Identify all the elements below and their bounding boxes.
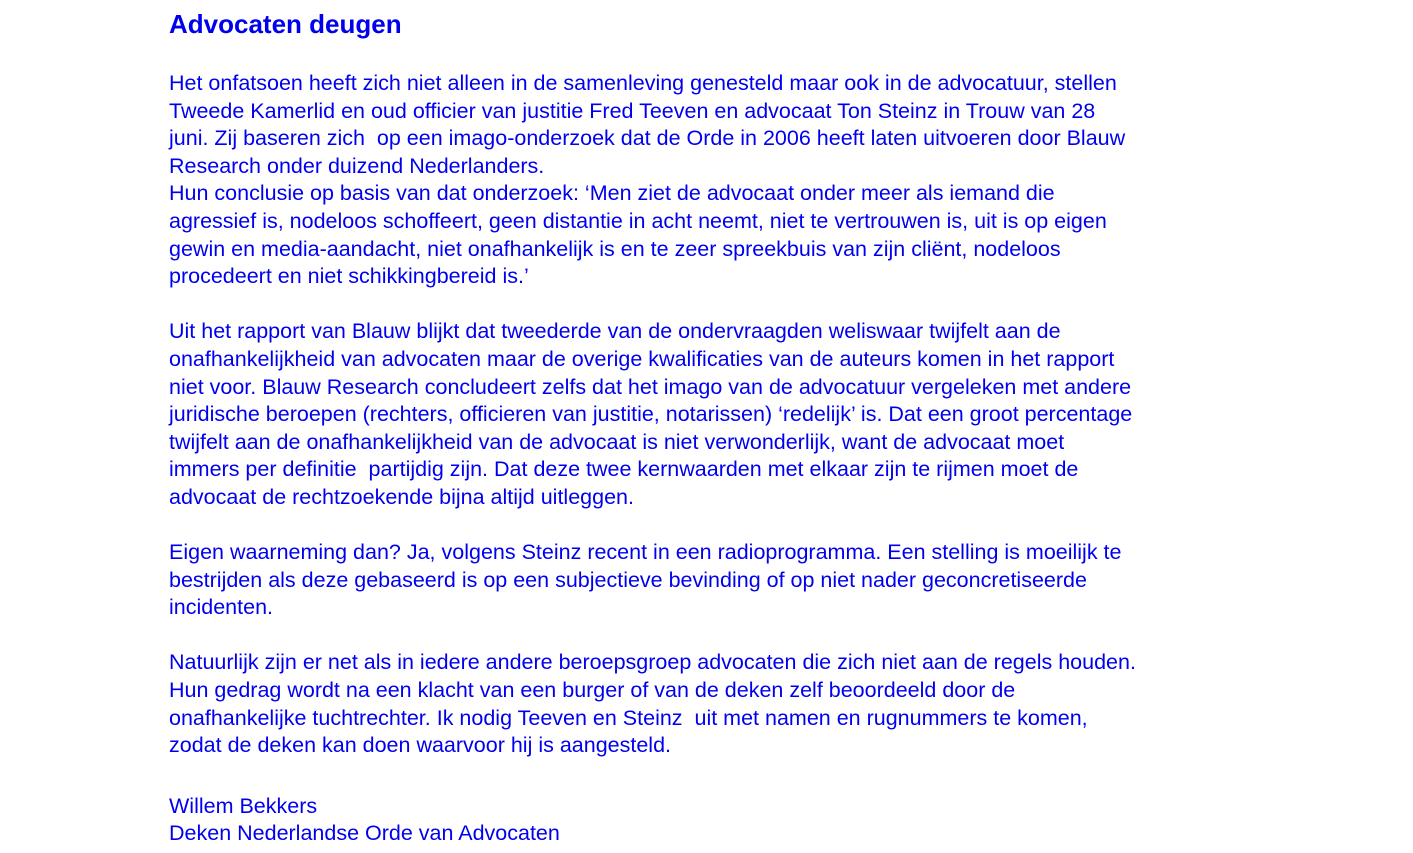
signature-role: Deken Nederlandse Orde van Advocaten bbox=[169, 821, 560, 846]
spacer bbox=[169, 760, 1269, 793]
paragraph-line: gewin en media-aandacht, niet onafhankelijk is en te zeer spreekbuis van zijn cliënt, nodeloos bbox=[169, 236, 1061, 261]
paragraph-3 bbox=[169, 539, 1269, 622]
paragraph-line: advocaat de rechtzoekende bijna altijd uitleggen. bbox=[169, 484, 634, 509]
paragraph-line: onafhankelijkheid van advocaten maar de overige kwalificaties van de auteurs komen in het rapport bbox=[169, 346, 1115, 371]
paragraph-line: incidenten. bbox=[169, 595, 273, 620]
article-title: Advocaten deugen bbox=[169, 9, 402, 39]
paragraph-line: agressief is, nodeloos schoffeert, geen distantie in acht neemt, niet te vertrouwen is, uit is op eigen bbox=[169, 208, 1107, 233]
paragraph-line: niet voor. Blauw Research concludeert zelfs dat het imago van de advocatuur vergeleken met andere bbox=[169, 374, 1132, 399]
paragraph-line: zodat de deken kan doen waarvoor hij is aangesteld. bbox=[169, 733, 672, 758]
paragraph-line: juridische beroepen (rechters, officieren van justitie, notarissen) ‘redelijk’ is. Dat een groot percentage bbox=[169, 402, 1133, 427]
spacer bbox=[169, 622, 1269, 650]
paragraph-line: Hun gedrag wordt na een klacht van een burger of van de deken zelf beoordeeld door de bbox=[169, 678, 1016, 703]
paragraph-line: Natuurlijk zijn er net als in iedere andere beroepsgroep advocaten die zich niet aan de regels houden. bbox=[169, 650, 1136, 675]
paragraph-line: Hun conclusie op basis van dat onderzoek: ‘Men ziet de advocaat onder meer als iemand die bbox=[169, 181, 1055, 206]
signature bbox=[169, 793, 1269, 848]
signature-name: Willem Bekkers bbox=[169, 793, 318, 818]
paragraph-line: juni. Zij baseren zich op een imago-onderzoek dat de Orde in 2006 heeft laten uitvoeren door Blauw bbox=[169, 126, 1126, 151]
spacer bbox=[169, 42, 1269, 70]
paragraph-line: twijfelt aan de onafhankelijkheid van de advocaat is niet verwonderlijk, want de advocaat moet bbox=[169, 429, 1065, 454]
paragraph-line: immers per definitie partijdig zijn. Dat deze twee kernwaarden met elkaar zijn te rijmen moet de bbox=[169, 457, 1079, 482]
paragraph-line: Uit het rapport van Blauw blijkt dat tweederde van de ondervraagden weliswaar twijfelt aan de bbox=[169, 319, 1061, 344]
paragraph-line: Tweede Kamerlid en oud officier van justitie Fred Teeven en advocaat Ton Steinz in Trouw van 28 bbox=[169, 98, 1096, 123]
paragraph-1 bbox=[169, 70, 1269, 291]
paragraph-line: procedeert en niet schikkingbereid is.’ bbox=[169, 264, 529, 289]
article bbox=[169, 6, 1269, 848]
paragraph-4 bbox=[169, 649, 1269, 759]
spacer bbox=[169, 512, 1269, 540]
paragraph-line: Research onder duizend Nederlanders. bbox=[169, 153, 545, 178]
paragraph-line: onafhankelijke tuchtrechter. Ik nodig Teeven en Steinz uit met namen en rugnummers te komen, bbox=[169, 705, 1088, 730]
spacer bbox=[169, 291, 1269, 319]
paragraph-line: Het onfatsoen heeft zich niet alleen in de samenleving genesteld maar ook in de advocatuur, stellen bbox=[169, 71, 1117, 95]
paragraph-2 bbox=[169, 318, 1269, 511]
paragraph-line: Eigen waarneming dan? Ja, volgens Steinz recent in een radioprogramma. Een stelling is moeilijk te bbox=[169, 540, 1122, 565]
paragraph-line: bestrijden als deze gebaseerd is op een subjectieve bevinding of op niet nader geconcretiseerde bbox=[169, 567, 1087, 592]
